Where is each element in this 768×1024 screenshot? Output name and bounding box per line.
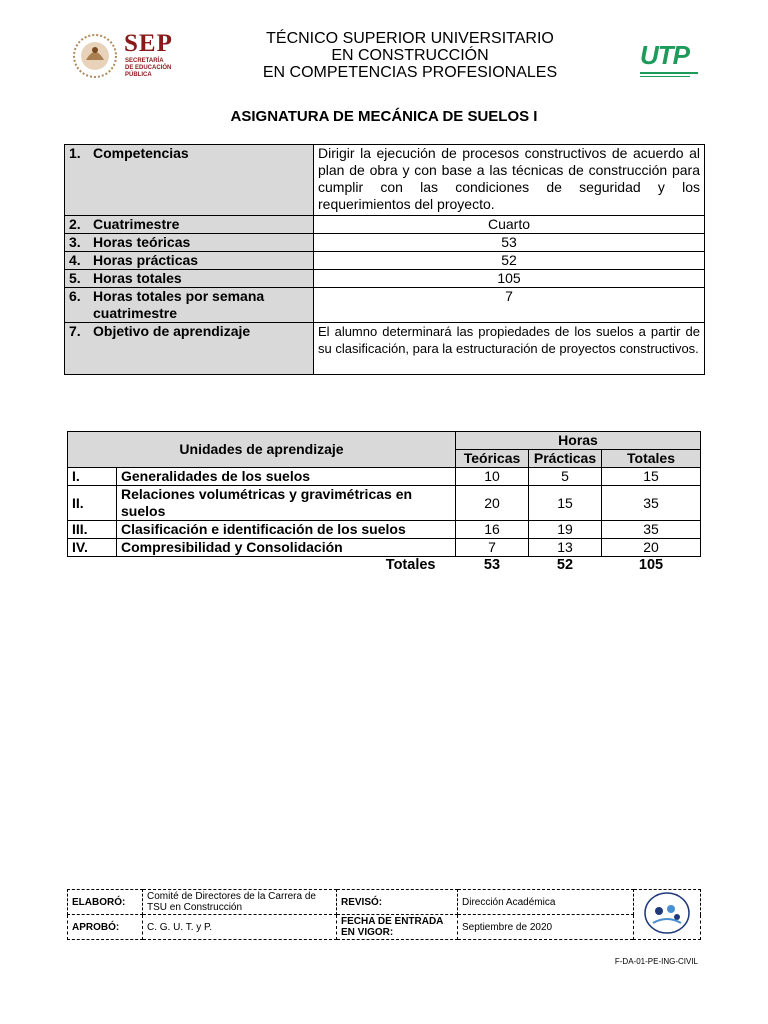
utp-logo bbox=[640, 40, 700, 80]
table-row: IV. Compresibilidad y Consolidación 7 13 20 bbox=[68, 539, 701, 557]
university-seal-icon bbox=[643, 891, 691, 935]
mexican-seal-icon bbox=[72, 32, 118, 80]
objetivo-value: El alumno determinará las propiedades de los suelos a partir de su clasificación, para la estructuración de proyectos constructivos. bbox=[314, 323, 705, 375]
sep-logo-text: SEP bbox=[124, 30, 173, 57]
col-teoricas: Teóricas bbox=[456, 450, 529, 468]
table-row: II. Relaciones volumétricas y gravimétricas en suelos 20 15 35 bbox=[68, 486, 701, 521]
title-line: EN CONSTRUCCIÓN bbox=[331, 47, 489, 64]
units-header: Unidades de aprendizaje bbox=[68, 432, 456, 468]
sep-logo bbox=[72, 30, 182, 82]
totals-row: Totales 53 52 105 bbox=[68, 557, 701, 575]
title-line: TÉCNICO SUPERIOR UNIVERSITARIO bbox=[266, 30, 554, 47]
table-row: 1. Competencias Dirigir la ejecución de procesos constructivos de acuerdo al plan de obra y con base a las técnicas de construcción para cumplir con las condiciones de seguridad y los requerimientos del proyecto. bbox=[65, 145, 705, 216]
hours-header: Horas bbox=[456, 432, 701, 450]
course-info-table bbox=[64, 144, 705, 375]
table-row: 7. Objetivo de aprendizaje El alumno determinará las propiedades de los suelos a partir de su clasificación, para la estructuración de proyectos constructivos. bbox=[65, 323, 705, 375]
table-row: 4. Horas prácticas 52 bbox=[65, 252, 705, 270]
units-table bbox=[67, 431, 701, 574]
sep-logo-subtitle: SECRETARÍA DE EDUCACIÓN PÚBLICA bbox=[125, 58, 172, 78]
table-row: III. Clasificación e identificación de los suelos 16 19 35 bbox=[68, 521, 701, 539]
competencias-value: Dirigir la ejecución de procesos constructivos de acuerdo al plan de obra y con base a las técnicas de construcción para cumplir con las condiciones de seguridad y los requerimientos del proyecto. bbox=[314, 145, 705, 216]
program-title bbox=[200, 30, 620, 81]
totals-label: Totales bbox=[385, 557, 436, 573]
col-totales: Totales bbox=[602, 450, 701, 468]
utp-logo-text: UTP bbox=[640, 40, 689, 70]
table-row: 2. Cuatrimestre Cuarto bbox=[65, 216, 705, 234]
document-code: F-DA-01-PE-ING-CIVIL bbox=[614, 957, 698, 966]
col-practicas: Prácticas bbox=[529, 450, 602, 468]
table-row: I. Generalidades de los suelos 10 5 15 bbox=[68, 468, 701, 486]
title-line: EN COMPETENCIAS PROFESIONALES bbox=[262, 64, 558, 81]
table-row: 5. Horas totales 105 bbox=[65, 270, 705, 288]
table-row: 6. Horas totales por semana cuatrimestre 7 bbox=[65, 288, 705, 323]
table-row: 3. Horas teóricas 53 bbox=[65, 234, 705, 252]
subject-title: ASIGNATURA DE MECÁNICA DE SUELOS I bbox=[230, 108, 538, 125]
approval-footer-table: ELABORÓ: Comité de Directores de la Carrera de TSU en Construcción REVISÓ: Dirección Académica APROBÓ: C. G. U. T. y P. FECHA DE ENTRADA EN VIGOR: Septiembre de 2020 bbox=[67, 889, 701, 940]
institution-seal bbox=[634, 890, 701, 940]
